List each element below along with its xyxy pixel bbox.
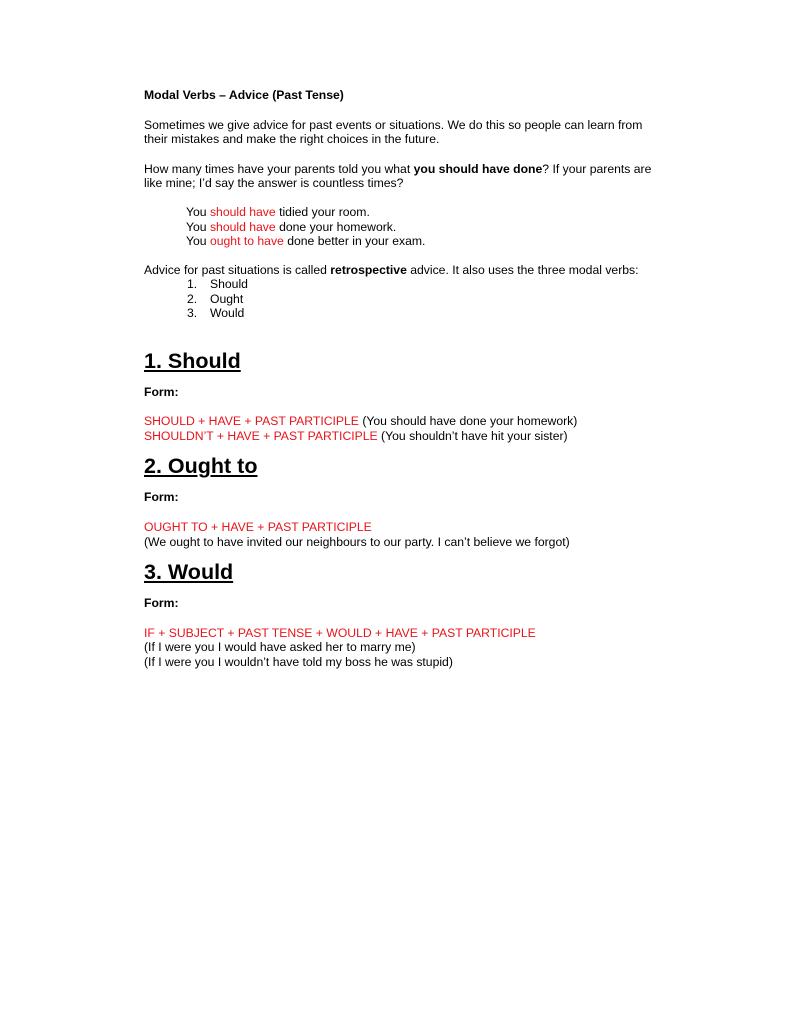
example-modal-highlight: ought to have (209, 234, 284, 249)
formula-example: (You should have done your homework) (358, 414, 578, 429)
question-paragraph (144, 162, 664, 191)
example-text: You (186, 204, 210, 219)
formula-example: (You shouldn’t have hit your sister) (377, 428, 568, 443)
list-item (144, 277, 664, 291)
example-text: tidied your room. (275, 204, 370, 219)
would-example-line: (If I were you I wouldn’t have told my boss he was stupid) (144, 654, 453, 669)
formula-red: OUGHT TO + HAVE + PAST PARTICIPLE (144, 519, 372, 534)
formula-red: IF + SUBJECT + PAST TENSE + WOULD + HAVE + PAST PARTICIPLE (144, 625, 536, 640)
example-sentence (186, 234, 664, 249)
example-sentence (186, 220, 664, 235)
question-text-bold: you should have done (413, 161, 543, 176)
shouldnt-formula-line (144, 429, 664, 444)
would-example-line: (If I were you I would have asked her to marry me) (144, 640, 416, 655)
document-title: Modal Verbs – Advice (Past Tense) (144, 88, 344, 102)
section-heading-ought-to: 2. Ought to (144, 454, 258, 479)
ought-example-line: (We ought to have invited our neighbours to our party. I can’t believe we forgot) (144, 534, 570, 549)
example-sentences (144, 205, 664, 249)
form-label: Form: (144, 384, 179, 399)
list-label: Ought (210, 291, 244, 306)
form-label: Form: (144, 596, 179, 611)
retrospective-text-post: advice. It also uses the three modal verbs: (406, 262, 639, 277)
list-item (144, 306, 664, 320)
should-formula-line (144, 414, 664, 429)
list-label: Should (210, 277, 248, 292)
example-text: You (186, 219, 210, 234)
ought-formula-line (144, 520, 664, 535)
retrospective-text-bold: retrospective (330, 262, 407, 277)
example-sentence (186, 205, 664, 220)
document-body (144, 88, 664, 670)
question-text-pre: How many times have your parents told you what (144, 161, 414, 176)
intro-paragraph: Sometimes we give advice for past events or situations. We do this so people can learn from their mistakes and make the right choices in the future. (144, 117, 643, 147)
would-formula-line (144, 626, 664, 641)
retrospective-text-pre: Advice for past situations is called (144, 262, 331, 277)
formula-red: SHOULD + HAVE + PAST PARTICIPLE (144, 414, 359, 429)
section-heading-should: 1. Should (144, 348, 241, 373)
list-item (144, 292, 664, 306)
example-modal-highlight: should have (209, 219, 276, 234)
modal-verb-list (144, 277, 664, 320)
example-text: done better in your exam. (283, 234, 426, 249)
list-number: 2. (187, 291, 198, 306)
list-number: 3. (187, 306, 198, 321)
section-heading-would: 3. Would (144, 560, 234, 585)
question-text-post: ? If your parents are like mine; I’d say the answer is countless times? (144, 161, 652, 191)
formula-red: SHOULDN’T + HAVE + PAST PARTICIPLE (144, 428, 378, 443)
example-text: You (186, 234, 210, 249)
example-text: done your homework. (275, 219, 397, 234)
list-number: 1. (187, 277, 198, 292)
list-label: Would (210, 306, 245, 321)
retrospective-paragraph (144, 263, 664, 278)
form-label: Form: (144, 490, 179, 505)
example-modal-highlight: should have (209, 204, 276, 219)
